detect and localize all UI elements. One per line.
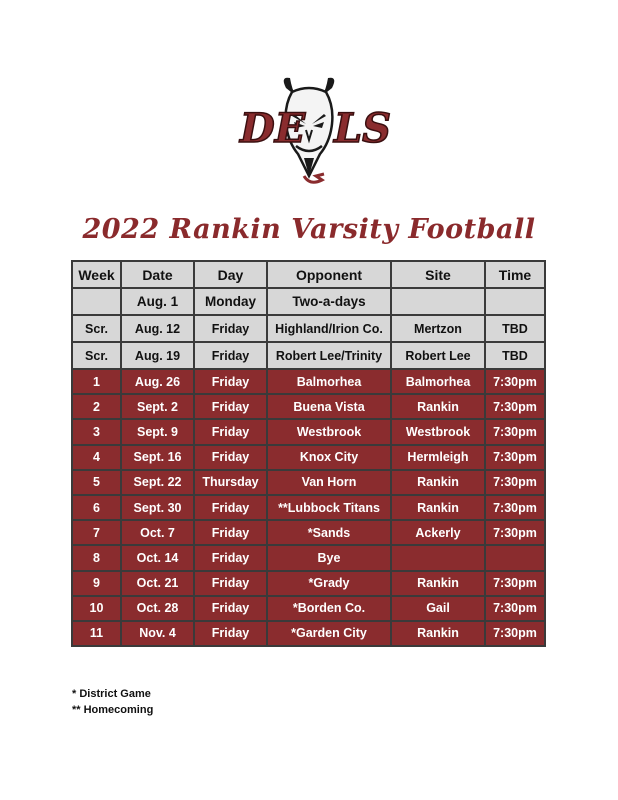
footnotes [72, 686, 153, 718]
cell-time: 7:30pm [486, 395, 544, 418]
cell-date: Sept. 9 [122, 420, 193, 443]
table-row [73, 496, 544, 519]
cell-time [486, 546, 544, 569]
header-site: Site [392, 262, 484, 287]
cell-site: Robert Lee [392, 343, 484, 368]
cell-week: 3 [73, 420, 120, 443]
cell-date: Aug. 12 [122, 316, 193, 341]
cell-day: Friday [195, 370, 266, 393]
table-row [73, 289, 544, 314]
cell-week: 1 [73, 370, 120, 393]
cell-opponent: Robert Lee/Trinity [268, 343, 390, 368]
cell-date: Sept. 30 [122, 496, 193, 519]
cell-opponent: Highland/Irion Co. [268, 316, 390, 341]
header-date: Date [122, 262, 193, 287]
header-opponent: Opponent [268, 262, 390, 287]
cell-site: Rankin [392, 622, 484, 645]
cell-opponent: *Grady [268, 572, 390, 595]
header-day: Day [195, 262, 266, 287]
cell-site [392, 289, 484, 314]
cell-time: TBD [486, 343, 544, 368]
cell-date: Oct. 14 [122, 546, 193, 569]
header-week: Week [73, 262, 120, 287]
cell-site: Mertzon [392, 316, 484, 341]
cell-time: 7:30pm [486, 597, 544, 620]
table-row [73, 446, 544, 469]
table-row [73, 597, 544, 620]
cell-day: Monday [195, 289, 266, 314]
cell-opponent: Buena Vista [268, 395, 390, 418]
cell-week: 8 [73, 546, 120, 569]
cell-day: Friday [195, 572, 266, 595]
cell-day: Friday [195, 622, 266, 645]
cell-date: Aug. 1 [122, 289, 193, 314]
cell-date: Aug. 19 [122, 343, 193, 368]
cell-day: Friday [195, 420, 266, 443]
table-row [73, 471, 544, 494]
table-row [73, 546, 544, 569]
table-row [73, 343, 544, 368]
table-row [73, 395, 544, 418]
cell-site: Hermleigh [392, 446, 484, 469]
svg-text:LS: LS [334, 105, 392, 152]
cell-time: 7:30pm [486, 471, 544, 494]
cell-time: 7:30pm [486, 496, 544, 519]
schedule-table [71, 260, 546, 647]
cell-day: Friday [195, 546, 266, 569]
cell-date: Oct. 7 [122, 521, 193, 544]
cell-opponent: Van Horn [268, 471, 390, 494]
cell-opponent: Knox City [268, 446, 390, 469]
cell-week: 11 [73, 622, 120, 645]
cell-site: Gail [392, 597, 484, 620]
cell-date: Sept. 2 [122, 395, 193, 418]
cell-opponent: Two-a-days [268, 289, 390, 314]
cell-day: Friday [195, 521, 266, 544]
cell-time: TBD [486, 316, 544, 341]
cell-time: 7:30pm [486, 370, 544, 393]
header-time: Time [486, 262, 544, 287]
cell-week: 6 [73, 496, 120, 519]
cell-opponent: *Borden Co. [268, 597, 390, 620]
table-row [73, 572, 544, 595]
table-row [73, 370, 544, 393]
cell-opponent: *Sands [268, 521, 390, 544]
cell-week: 4 [73, 446, 120, 469]
devils-wordmark: DE [240, 105, 306, 152]
cell-day: Friday [195, 446, 266, 469]
table-header-row [73, 262, 544, 287]
cell-opponent: **Lubbock Titans [268, 496, 390, 519]
cell-time: 7:30pm [486, 446, 544, 469]
cell-date: Nov. 4 [122, 622, 193, 645]
table-row [73, 521, 544, 544]
cell-day: Friday [195, 496, 266, 519]
cell-opponent: Balmorhea [268, 370, 390, 393]
cell-site: Rankin [392, 496, 484, 519]
cell-opponent: *Garden City [268, 622, 390, 645]
cell-week: 9 [73, 572, 120, 595]
cell-date: Aug. 26 [122, 370, 193, 393]
cell-time [486, 289, 544, 314]
cell-day: Friday [195, 343, 266, 368]
cell-week: 2 [73, 395, 120, 418]
cell-week: 7 [73, 521, 120, 544]
cell-site: Balmorhea [392, 370, 484, 393]
cell-time: 7:30pm [486, 622, 544, 645]
cell-opponent: Westbrook [268, 420, 390, 443]
cell-site: Ackerly [392, 521, 484, 544]
cell-time: 7:30pm [486, 572, 544, 595]
page-title: 2022 Rankin Varsity Football [82, 214, 536, 245]
table-row [73, 420, 544, 443]
table-row [73, 622, 544, 645]
cell-date: Oct. 21 [122, 572, 193, 595]
cell-site: Rankin [392, 471, 484, 494]
cell-date: Oct. 28 [122, 597, 193, 620]
cell-week: 10 [73, 597, 120, 620]
cell-week [73, 289, 120, 314]
cell-week: 5 [73, 471, 120, 494]
cell-site: Rankin [392, 395, 484, 418]
table-row [73, 316, 544, 341]
cell-site: Westbrook [392, 420, 484, 443]
devil-head-icon [234, 76, 392, 188]
cell-site: Rankin [392, 572, 484, 595]
footnote-homecoming: ** Homecoming [72, 704, 154, 716]
cell-date: Sept. 22 [122, 471, 193, 494]
cell-day: Friday [195, 395, 266, 418]
cell-opponent: Bye [268, 546, 390, 569]
cell-time: 7:30pm [486, 521, 544, 544]
cell-day: Thursday [195, 471, 266, 494]
cell-time: 7:30pm [486, 420, 544, 443]
footnote-district: * District Game [72, 688, 151, 700]
cell-week: Scr. [73, 343, 120, 368]
cell-date: Sept. 16 [122, 446, 193, 469]
cell-site [392, 546, 484, 569]
cell-day: Friday [195, 597, 266, 620]
devils-logo [234, 76, 392, 188]
cell-week: Scr. [73, 316, 120, 341]
cell-day: Friday [195, 316, 266, 341]
